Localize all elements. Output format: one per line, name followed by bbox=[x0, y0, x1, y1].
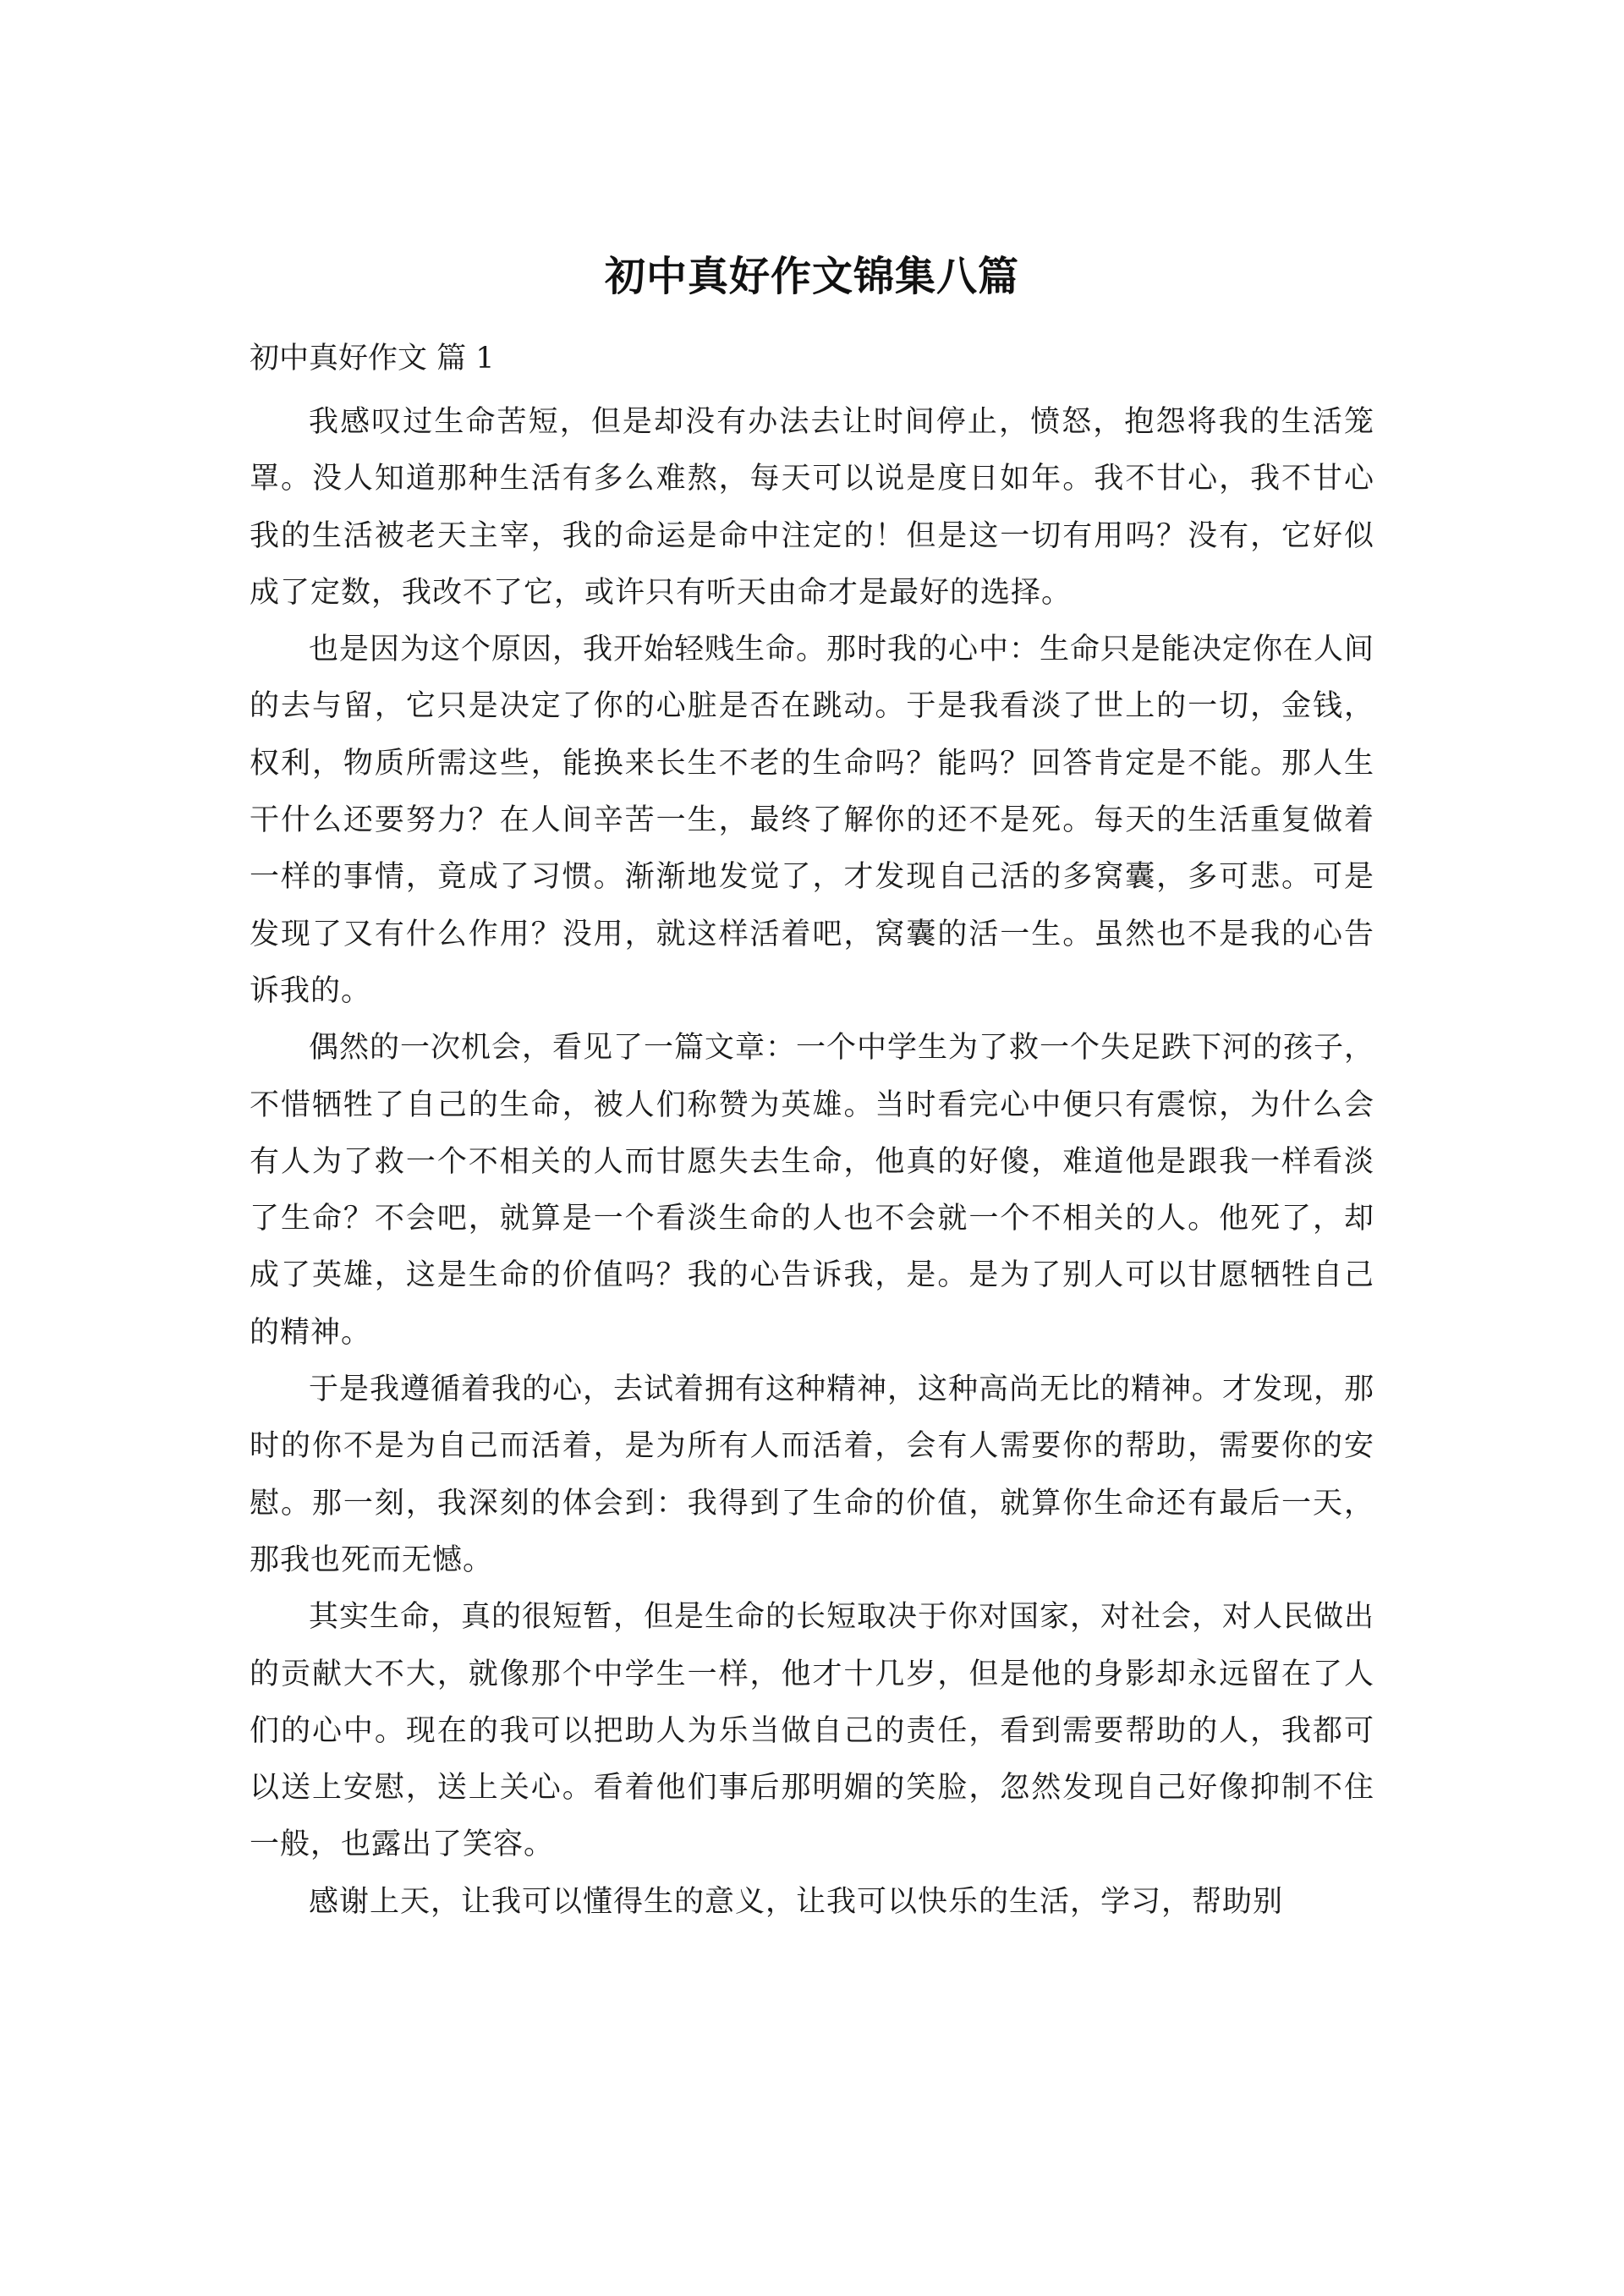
section-heading: 初中真好作文 篇 1 bbox=[250, 342, 495, 375]
paragraph: 我感叹过生命苦短，但是却没有办法去让时间停止，愤怒，抱怨将我的生活笼罩。没人知道那种生活有多么难熬，每天可以说是度日如年。我不甘心，我不甘心我的生活被老天主宰，我的命运是命中注定的！但是这一切有用吗？没有，它好似成了定数，我改不了它，或许只有听天由命才是最好的选择。 bbox=[250, 405, 1374, 610]
paragraph: 也是因为这个原因，我开始轻贱生命。那时我的心中：生命只是能决定你在人间的去与留，它只是决定了你的心脏是否在跳动。于是我看淡了世上的一切，金钱，权利，物质所需这些，能换来长生不老的生命吗？能吗？回答肯定是不能。那人生干什么还要努力？在人间辛苦一生，最终了解你的还不是死。每天的生活重复做着一样的事情，竟成了习惯。渐渐地发觉了，才发现自己活的多窝囊，多可悲。可是发现了又有什么作用？没用，就这样活着吧，窝囊的活一生。虽然也不是我的心告诉我的。 bbox=[250, 633, 1375, 1008]
article-body bbox=[250, 394, 1374, 1931]
paragraph: 感谢上天，让我可以懂得生的意义，让我可以快乐的生活，学习，帮助别 bbox=[309, 1884, 1284, 1919]
document-title: 初中真好作文锦集八篇 bbox=[604, 253, 1019, 300]
paragraph: 于是我遵循着我的心，去试着拥有这种精神，这种高尚无比的精神。才发现，那时的你不是为自己而活着，是为所有人而活着，会有人需要你的帮助，需要你的安慰。那一刻，我深刻的体会到：我得到了生命的价值，就算你生命还有最后一天，那我也死而无憾。 bbox=[250, 1373, 1375, 1577]
paragraph: 偶然的一次机会，看见了一篇文章：一个中学生为了救一个失足跌下河的孩子，不惜牺牲了自己的生命，被人们称赞为英雄。当时看完心中便只有震惊，为什么会有人为了救一个不相关的人而甘愿失去生命，他真的好傻，难道他是跟我一样看淡了生命？不会吧，就算是一个看淡生命的人也不会就一个不相关的人。他死了，却成了英雄，这是生命的价值吗？我的心告诉我，是。是为了别人可以甘愿牺牲自己的精神。 bbox=[250, 1031, 1375, 1350]
paragraph: 其实生命，真的很短暂，但是生命的长短取决于你对国家，对社会，对人民做出的贡献大不大，就像那个中学生一样，他才十几岁，但是他的身影却永远留在了人们的心中。现在的我可以把助人为乐当做自己的责任，看到需要帮助的人，我都可以送上安慰，送上关心。看着他们事后那明媚的笑脸，忽然发现自己好像抑制不住一般，也露出了笑容。 bbox=[250, 1600, 1375, 1862]
